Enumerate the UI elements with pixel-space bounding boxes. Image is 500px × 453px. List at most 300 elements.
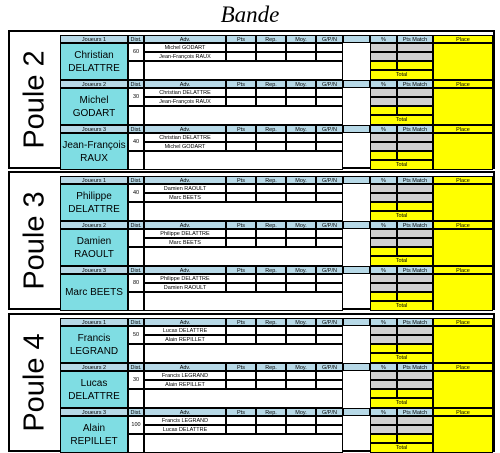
distance-value[interactable]: 40 — [128, 133, 144, 151]
player-last-name: DELATTRE — [68, 390, 120, 402]
pct-yellow-1 — [370, 344, 397, 353]
header-gpn: G/P/N — [316, 221, 343, 229]
header-gap — [343, 125, 370, 133]
header-pts: Pts — [226, 35, 256, 43]
header-pts: Pts — [226, 125, 256, 133]
header-gpn: G/P/N — [316, 80, 343, 88]
player-last-name: GODART — [72, 107, 116, 119]
place-cell[interactable] — [433, 133, 493, 170]
score-input-pts[interactable] — [226, 52, 256, 61]
header-place: Place — [433, 80, 493, 88]
score-input-moy[interactable] — [286, 52, 316, 61]
score-input-gpn[interactable] — [316, 425, 343, 434]
result-ptsm — [397, 380, 433, 389]
pct-yellow-1 — [370, 106, 397, 115]
result-ptsm — [397, 238, 433, 247]
score-input-gpn[interactable] — [316, 133, 343, 142]
score-input-rep[interactable] — [256, 97, 286, 106]
header-gpn: G/P/N — [316, 408, 343, 416]
ptsm-yellow-1 — [397, 61, 433, 70]
player-name — [60, 326, 128, 363]
pct-yellow-1 — [370, 151, 397, 160]
score-input-pts[interactable] — [226, 416, 256, 425]
result-ptsm — [397, 142, 433, 151]
player-first-name: Francis — [77, 332, 111, 344]
result-ptsm — [397, 43, 433, 52]
score-input-gpn[interactable] — [316, 193, 343, 202]
header-place: Place — [433, 176, 493, 184]
result-ptsm — [397, 193, 433, 202]
header-moy: Moy. — [286, 35, 316, 43]
header-ptsm: Pts Match — [397, 125, 433, 133]
player-block — [60, 80, 493, 125]
header-pts: Pts — [226, 363, 256, 371]
header-rep: Rep. — [256, 221, 286, 229]
player-name — [60, 371, 128, 408]
score-input-pts[interactable] — [226, 88, 256, 97]
total-label: Total — [370, 160, 433, 170]
score-input-gpn[interactable] — [316, 380, 343, 389]
header-pct: % — [370, 266, 397, 274]
header-gap — [343, 80, 370, 88]
poule-section — [8, 313, 495, 452]
opponent-name: Francis LEGRAND — [144, 371, 226, 380]
score-input-gpn[interactable] — [316, 238, 343, 247]
header-row — [60, 363, 493, 371]
score-input-pts[interactable] — [226, 283, 256, 292]
total-label: Total — [370, 115, 433, 125]
blank-row — [144, 389, 343, 408]
distance-value[interactable]: 30 — [128, 88, 144, 106]
result-pct — [370, 380, 397, 389]
pct-yellow-1 — [370, 389, 397, 398]
distance-blank — [128, 292, 144, 311]
header-rep: Rep. — [256, 318, 286, 326]
opponent-name: Christian DELATTRE — [144, 133, 226, 142]
header-pct: % — [370, 363, 397, 371]
result-pct — [370, 274, 397, 283]
score-input-moy[interactable] — [286, 326, 316, 335]
header-row — [60, 80, 493, 88]
header-adv: Adv. — [144, 176, 226, 184]
header-adv: Adv. — [144, 80, 226, 88]
header-ptsm: Pts Match — [397, 176, 433, 184]
poule-label — [10, 32, 60, 167]
result-pct — [370, 97, 397, 106]
player-last-name: REPILLET — [70, 435, 118, 447]
result-ptsm — [397, 184, 433, 193]
score-input-pts[interactable] — [226, 184, 256, 193]
result-pct — [370, 238, 397, 247]
header-pct: % — [370, 80, 397, 88]
score-input-moy[interactable] — [286, 142, 316, 151]
total-label: Total — [370, 443, 433, 453]
result-ptsm — [397, 335, 433, 344]
header-name: Joueurs 2 — [60, 80, 128, 88]
score-input-pts[interactable] — [226, 425, 256, 434]
opponent-name: Michel GODART — [144, 43, 226, 52]
opponent-name: Alain REPILLET — [144, 380, 226, 389]
ptsm-yellow-1 — [397, 292, 433, 301]
total-label: Total — [370, 256, 433, 266]
opponent-name: Lucas DELATTRE — [144, 326, 226, 335]
opponent-name: Marc BEETS — [144, 193, 226, 202]
result-pct — [370, 416, 397, 425]
score-input-rep[interactable] — [256, 133, 286, 142]
header-place: Place — [433, 221, 493, 229]
place-cell[interactable] — [433, 416, 493, 453]
header-row — [60, 318, 493, 326]
score-input-moy[interactable] — [286, 380, 316, 389]
player-last-name: RAOULT — [74, 248, 114, 260]
total-label: Total — [370, 398, 433, 408]
poule-label-text: Poule 3 — [18, 191, 51, 290]
score-input-gpn[interactable] — [316, 416, 343, 425]
header-rep: Rep. — [256, 266, 286, 274]
place-cell[interactable] — [433, 274, 493, 311]
result-pct — [370, 283, 397, 292]
header-gpn: G/P/N — [316, 266, 343, 274]
score-input-moy[interactable] — [286, 425, 316, 434]
header-name: Joueurs 2 — [60, 363, 128, 371]
header-dist: Dist. — [128, 176, 144, 184]
result-ptsm — [397, 274, 433, 283]
result-ptsm — [397, 326, 433, 335]
distance-value[interactable]: 50 — [128, 326, 144, 344]
score-input-gpn[interactable] — [316, 326, 343, 335]
total-label: Total — [370, 211, 433, 221]
score-input-gpn[interactable] — [316, 97, 343, 106]
score-input-moy[interactable] — [286, 133, 316, 142]
header-moy: Moy. — [286, 221, 316, 229]
header-gap — [343, 363, 370, 371]
score-input-pts[interactable] — [226, 193, 256, 202]
result-pct — [370, 425, 397, 434]
score-input-pts[interactable] — [226, 133, 256, 142]
pct-yellow-1 — [370, 61, 397, 70]
place-cell[interactable] — [433, 88, 493, 125]
place-cell[interactable] — [433, 371, 493, 408]
place-cell[interactable] — [433, 184, 493, 221]
header-moy: Moy. — [286, 125, 316, 133]
score-input-pts[interactable] — [226, 335, 256, 344]
header-place: Place — [433, 408, 493, 416]
result-ptsm — [397, 88, 433, 97]
player-first-name: Jean-François — [62, 139, 126, 151]
score-input-moy[interactable] — [286, 97, 316, 106]
score-input-pts[interactable] — [226, 229, 256, 238]
player-block — [60, 363, 493, 408]
header-place: Place — [433, 318, 493, 326]
header-rep: Rep. — [256, 408, 286, 416]
result-pct — [370, 52, 397, 61]
score-input-moy[interactable] — [286, 43, 316, 52]
score-input-rep[interactable] — [256, 229, 286, 238]
score-input-rep[interactable] — [256, 326, 286, 335]
page-title: Bande — [220, 2, 280, 27]
result-ptsm — [397, 229, 433, 238]
score-input-pts[interactable] — [226, 371, 256, 380]
header-adv: Adv. — [144, 408, 226, 416]
header-pct: % — [370, 221, 397, 229]
result-pct — [370, 326, 397, 335]
total-label: Total — [370, 70, 433, 80]
header-gap — [343, 318, 370, 326]
total-label: Total — [370, 301, 433, 311]
score-input-rep[interactable] — [256, 88, 286, 97]
score-input-gpn[interactable] — [316, 52, 343, 61]
header-ptsm: Pts Match — [397, 266, 433, 274]
header-dist: Dist. — [128, 125, 144, 133]
player-first-name: Lucas — [80, 377, 108, 389]
player-name — [60, 416, 128, 453]
player-block — [60, 221, 493, 266]
score-input-rep[interactable] — [256, 335, 286, 344]
score-input-moy[interactable] — [286, 193, 316, 202]
header-pct: % — [370, 176, 397, 184]
header-ptsm: Pts Match — [397, 408, 433, 416]
score-input-rep[interactable] — [256, 371, 286, 380]
blank-row — [144, 106, 343, 125]
header-moy: Moy. — [286, 363, 316, 371]
score-input-pts[interactable] — [226, 238, 256, 247]
score-input-rep[interactable] — [256, 238, 286, 247]
player-name — [60, 133, 128, 170]
header-gpn: G/P/N — [316, 35, 343, 43]
header-dist: Dist. — [128, 363, 144, 371]
score-input-gpn[interactable] — [316, 142, 343, 151]
blank-row — [144, 202, 343, 221]
blank-row — [144, 61, 343, 80]
header-adv: Adv. — [144, 221, 226, 229]
score-input-moy[interactable] — [286, 371, 316, 380]
header-ptsm: Pts Match — [397, 318, 433, 326]
header-pts: Pts — [226, 408, 256, 416]
score-input-rep[interactable] — [256, 52, 286, 61]
header-pts: Pts — [226, 80, 256, 88]
distance-blank — [128, 61, 144, 80]
score-input-rep[interactable] — [256, 380, 286, 389]
header-gpn: G/P/N — [316, 125, 343, 133]
header-pts: Pts — [226, 176, 256, 184]
distance-blank — [128, 247, 144, 266]
header-adv: Adv. — [144, 318, 226, 326]
score-input-rep[interactable] — [256, 193, 286, 202]
blank-row — [144, 434, 343, 453]
header-place: Place — [433, 266, 493, 274]
header-gap — [343, 266, 370, 274]
result-ptsm — [397, 371, 433, 380]
opponent-name: Francis LEGRAND — [144, 416, 226, 425]
score-input-pts[interactable] — [226, 326, 256, 335]
header-pts: Pts — [226, 318, 256, 326]
score-input-gpn[interactable] — [316, 274, 343, 283]
place-cell[interactable] — [433, 229, 493, 266]
header-gap — [343, 221, 370, 229]
header-moy: Moy. — [286, 318, 316, 326]
header-ptsm: Pts Match — [397, 80, 433, 88]
opponent-name: Jean-François RAUX — [144, 52, 226, 61]
player-block — [60, 125, 493, 170]
header-ptsm: Pts Match — [397, 363, 433, 371]
result-pct — [370, 335, 397, 344]
opponent-name: Marc BEETS — [144, 238, 226, 247]
result-ptsm — [397, 283, 433, 292]
score-input-moy[interactable] — [286, 283, 316, 292]
header-ptsm: Pts Match — [397, 221, 433, 229]
distance-value[interactable] — [128, 229, 144, 247]
player-last-name: DELATTRE — [68, 203, 120, 215]
distance-value[interactable]: 80 — [128, 274, 144, 292]
pct-yellow-1 — [370, 292, 397, 301]
header-adv: Adv. — [144, 125, 226, 133]
header-moy: Moy. — [286, 266, 316, 274]
header-place: Place — [433, 363, 493, 371]
ptsm-yellow-1 — [397, 151, 433, 160]
opponent-name: Lucas DELATTRE — [144, 425, 226, 434]
distance-blank — [128, 389, 144, 408]
result-pct — [370, 184, 397, 193]
header-place: Place — [433, 35, 493, 43]
score-input-gpn[interactable] — [316, 283, 343, 292]
ptsm-yellow-1 — [397, 202, 433, 211]
player-last-name: RAUX — [80, 152, 108, 164]
player-name — [60, 43, 128, 80]
score-input-pts[interactable] — [226, 380, 256, 389]
score-input-moy[interactable] — [286, 274, 316, 283]
opponent-name: Christian DELATTRE — [144, 88, 226, 97]
score-input-moy[interactable] — [286, 416, 316, 425]
player-block — [60, 408, 493, 453]
header-row — [60, 408, 493, 416]
result-pct — [370, 371, 397, 380]
header-row — [60, 221, 493, 229]
header-gap — [343, 176, 370, 184]
header-gap — [343, 408, 370, 416]
opponent-name: Damien RAOULT — [144, 283, 226, 292]
total-label: Total — [370, 353, 433, 363]
header-rep: Rep. — [256, 363, 286, 371]
score-input-rep[interactable] — [256, 425, 286, 434]
place-cell[interactable] — [433, 43, 493, 80]
header-name: Joueurs 3 — [60, 266, 128, 274]
player-first-name: Alain — [82, 422, 106, 434]
score-input-pts[interactable] — [226, 274, 256, 283]
distance-value[interactable]: 30 — [128, 371, 144, 389]
distance-blank — [128, 344, 144, 363]
header-place: Place — [433, 125, 493, 133]
score-input-moy[interactable] — [286, 238, 316, 247]
score-input-gpn[interactable] — [316, 184, 343, 193]
header-pct: % — [370, 318, 397, 326]
header-rep: Rep. — [256, 176, 286, 184]
score-input-pts[interactable] — [226, 43, 256, 52]
header-rep: Rep. — [256, 35, 286, 43]
result-ptsm — [397, 416, 433, 425]
place-cell[interactable] — [433, 326, 493, 363]
header-dist: Dist. — [128, 221, 144, 229]
distance-value[interactable]: 40 — [128, 184, 144, 202]
header-pts: Pts — [226, 266, 256, 274]
blank-row — [144, 344, 343, 363]
header-name: Joueurs 2 — [60, 221, 128, 229]
poule-label-text: Poule 4 — [18, 333, 51, 432]
pct-yellow-1 — [370, 434, 397, 443]
ptsm-yellow-1 — [397, 389, 433, 398]
header-gpn: G/P/N — [316, 176, 343, 184]
score-input-pts[interactable] — [226, 142, 256, 151]
result-ptsm — [397, 52, 433, 61]
score-input-rep[interactable] — [256, 283, 286, 292]
header-adv: Adv. — [144, 266, 226, 274]
distance-blank — [128, 202, 144, 221]
score-input-gpn[interactable] — [316, 335, 343, 344]
result-pct — [370, 133, 397, 142]
player-name — [60, 184, 128, 221]
poule-label — [10, 315, 60, 450]
poule-label-text: Poule 2 — [18, 50, 51, 149]
score-input-rep[interactable] — [256, 43, 286, 52]
score-input-moy[interactable] — [286, 229, 316, 238]
score-input-gpn[interactable] — [316, 43, 343, 52]
header-gap — [343, 35, 370, 43]
ptsm-yellow-1 — [397, 344, 433, 353]
result-pct — [370, 229, 397, 238]
result-pct — [370, 142, 397, 151]
header-row — [60, 125, 493, 133]
result-ptsm — [397, 425, 433, 434]
blank-row — [144, 151, 343, 170]
player-last-name: LEGRAND — [69, 345, 119, 357]
header-dist: Dist. — [128, 35, 144, 43]
distance-blank — [128, 151, 144, 170]
score-input-gpn[interactable] — [316, 371, 343, 380]
score-input-moy[interactable] — [286, 184, 316, 193]
opponent-name: Damien RAOULT — [144, 184, 226, 193]
poule-label — [10, 173, 60, 308]
distance-value[interactable]: 60 — [128, 43, 144, 61]
score-input-moy[interactable] — [286, 335, 316, 344]
score-input-gpn[interactable] — [316, 88, 343, 97]
score-input-pts[interactable] — [226, 97, 256, 106]
player-first-name: Michel — [79, 94, 109, 106]
player-first-name: Marc BEETS — [65, 287, 123, 298]
score-input-gpn[interactable] — [316, 229, 343, 238]
result-ptsm — [397, 97, 433, 106]
header-dist: Dist. — [128, 266, 144, 274]
player-name — [60, 88, 128, 125]
header-adv: Adv. — [144, 35, 226, 43]
result-pct — [370, 88, 397, 97]
result-pct — [370, 193, 397, 202]
score-input-moy[interactable] — [286, 88, 316, 97]
score-input-rep[interactable] — [256, 416, 286, 425]
header-pts: Pts — [226, 221, 256, 229]
score-input-rep[interactable] — [256, 274, 286, 283]
header-moy: Moy. — [286, 80, 316, 88]
ptsm-yellow-1 — [397, 247, 433, 256]
header-moy: Moy. — [286, 408, 316, 416]
opponent-name: Philippe DELATTRE — [144, 229, 226, 238]
header-row — [60, 266, 493, 274]
score-input-rep[interactable] — [256, 142, 286, 151]
result-ptsm — [397, 133, 433, 142]
distance-value[interactable]: 100 — [128, 416, 144, 434]
player-block — [60, 176, 493, 221]
score-input-rep[interactable] — [256, 184, 286, 193]
poule-section — [8, 171, 495, 310]
ptsm-yellow-1 — [397, 106, 433, 115]
